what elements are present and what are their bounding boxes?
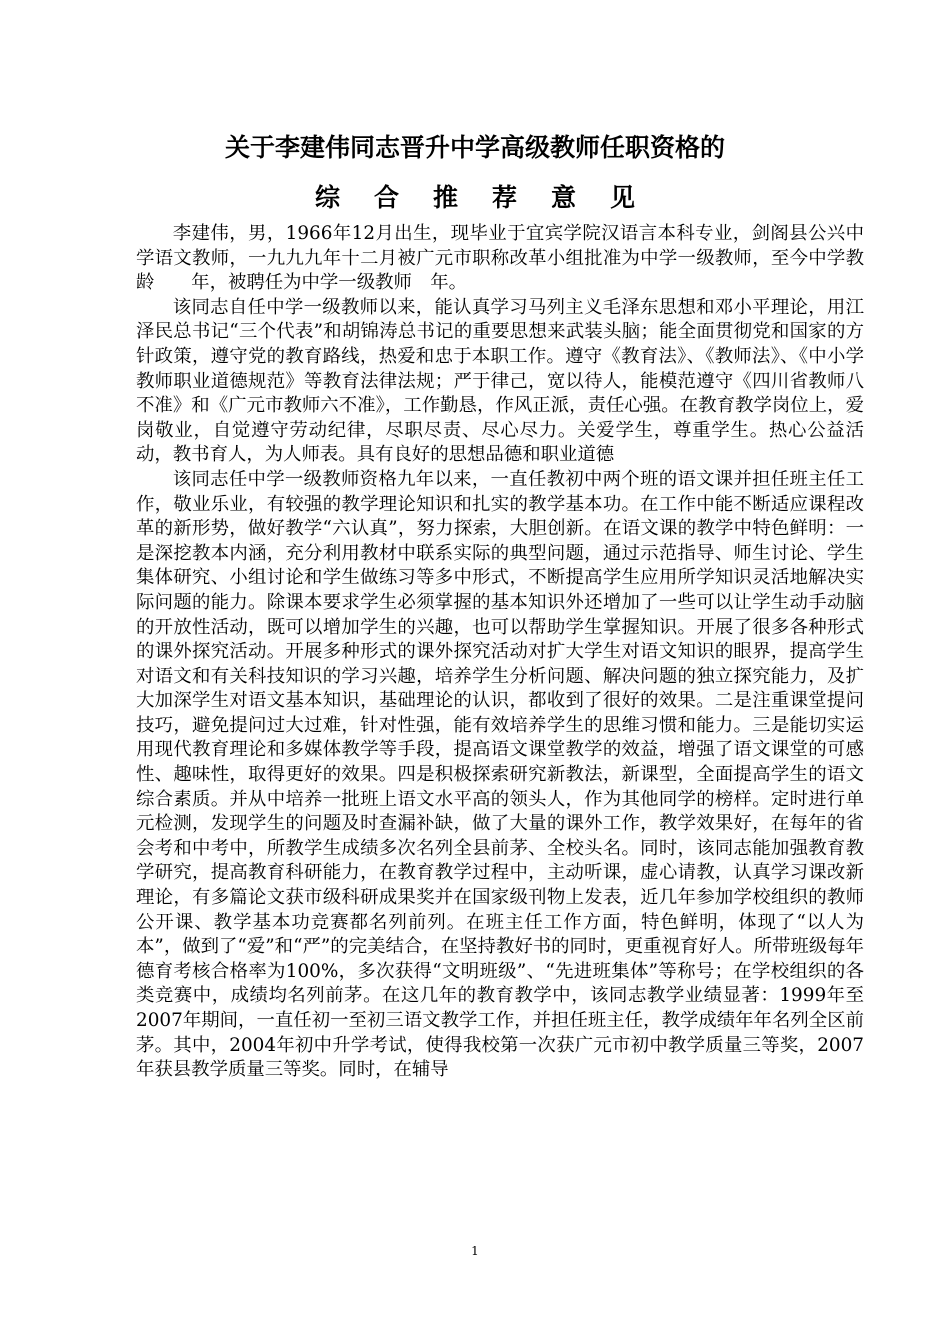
paragraph-teaching: 该同志任中学一级教师资格九年以来，一直任教初中两个班的语文课并担任班主任工作，敬业乐业，有较强的教学理论知识和扎实的教学基本功。在工作中能不断适应课程改革的新形势，做好教学“六认真”，努力探索，大胆创新。在语文课的教学中特色鲜明：一是深挖教本内涵，充分利用教材中联系实际的典型问题，通过示范指导、师生讨论、学生集体研究、小组讨论和学生做练习等多中形式，不断提高学生应用所学知识灵活地解决实际问题的能力。除课本要求学生必须掌握的基本知识外还增加了一些可以让学生动手动脑的开放性活动，既可以增加学生的兴趣，也可以帮助学生掌握知识。开展了很多各种形式的课外探究活动。开展多种形式的课外探究活动对扩大学生对语文知识的眼界，提高学生对语文和有关科技知识的学习兴趣，培养学生分析问题、解决问题的独立探究能力，及扩大加深学生对语文基本知识，基础理论的认识，都收到了很好的效果。二是注重课堂提问技巧，避免提问过大过难，针对性强，能有效培养学生的思维习惯和能力。三是能切实运用现代教育理论和多媒体教学等手段，提高语文课堂教学的效益，增强了语文课堂的可感性、趣味性，取得更好的效果。四是积极探索研究新教法，新课型，全面提高学生的语文综合素质。并从中培养一批班上语文水平高的领头人，作为其他同学的榜样。定时进行单元检测，发现学生的问题及时查漏补缺，做了大量的课外工作，教学效果好，在每年的省会考和中考中，所教学生成绩多次名列全县前茅、全校头名。同时，该同志能加强教育教学研究，提高教育科研能力，在教育教学过程中，主动听课，虚心请教，认真学习课改新理论，有多篇论文获市级科研成果奖并在国家级刊物上发表，近几年参加学校组织的教师公开课、教学基本功竞赛都名列前列。在班主任工作方面，特色鲜明，体现了“以人为本”，做到了“爱”和“严”的完美结合，在坚持教好书的同时，更重视育好人。所带班级每年德育考核合格率为100%，多次获得“文明班级”、“先进班集体”等称号；在学校组织的各类竞赛中，成绩均名列前茅。在这几年的教育教学中，该同志教学业绩显著：1999年至2007年期间，一直任初一至初三语文教学工作，并担任班主任，教学成绩年年名列全区前茅。其中，2004年初中升学考试，使得我校第一次获广元市初中教学质量三等奖，2007年获县教学质量三等奖。同时，在辅导 [136,468,864,1081]
paragraph-conduct: 该同志自任中学一级教师以来，能认真学习马列主义毛泽东思想和邓小平理论，用江泽民总书记“三个代表”和胡锦涛总书记的重要思想来武装头脑；能全面贯彻党和国家的方针政策，遵守党的教育路线，热爱和忠于本职工作。遵守《教育法》、《教师法》、《中小学教师职业道德规范》等教育法律法规；严于律己，宽以待人，能模范遵守《四川省教师八不准》和《广元市教师六不准》，工作勤恳，作风正派，责任心强。在教育教学岗位上，爱岗敬业，自觉遵守劳动纪律，尽职尽责、尽心尽力。关爱学生，尊重学生。热心公益活动，教书育人，为人师表。具有良好的思想品德和职业道德 [136,296,864,466]
page-number: 1 [471,1244,479,1258]
document-title: 关于李建伟同志晋升中学高级教师任职资格的 [224,133,725,162]
document-body [136,222,864,1083]
document-subtitle: 综合推荐意见 [314,183,669,212]
paragraph-personal-info: 李建伟，男，1966年12月出生，现毕业于宜宾学院汉语言本科专业，剑阁县公兴中学语文教师，一九九九年十二月被广元市职称改革小组批准为中学一级教师，至今中学教龄 年，被聘任为中学一级教师 年。 [136,223,864,294]
